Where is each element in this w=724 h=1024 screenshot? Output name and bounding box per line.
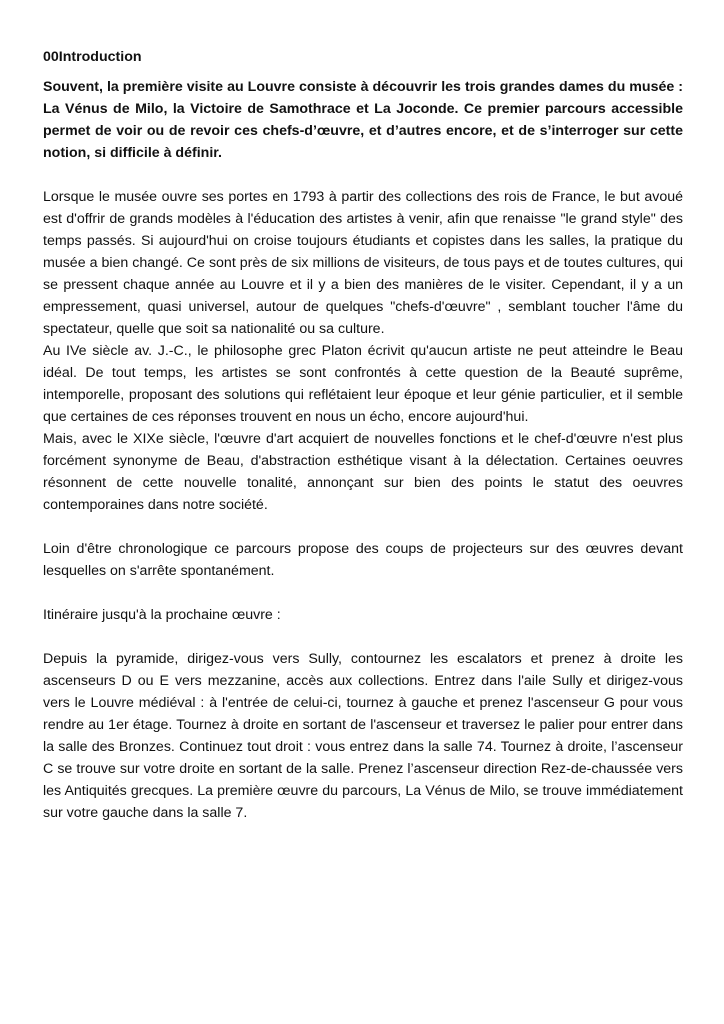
paragraph-platon: Au IVe siècle av. J.-C., le philosophe grec Platon écrivit qu'aucun artiste ne peut atteindre le Beau idéal. De tout temps, les artistes se sont confrontés à cette question de la Beauté suprême, intemporelle, proposant des solutions qui reflétaient leur époque et leur génie particulier, et il semble que certaines de ces réponses trouvent en nous un écho, encore aujourd'hui. <box>43 343 683 425</box>
itinerary-directions: Depuis la pyramide, dirigez-vous vers Sully, contournez les escalators et prenez à droite les ascenseurs D ou E vers mezzanine, accès aux collections. Entrez dans l'aile Sully et dirigez-vous vers le Louvre médiéval : à l'entrée de celui-ci, tournez à gauche et prenez l'ascenseur G pour vous rendre au 1er étage. Tournez à droite en sortant de l'ascenseur et traversez le palier pour entrer dans la salle des Bronzes. Continuez tout droit : vous entrez dans la salle 74. Tournez à droite, l’ascenseur C se trouve sur votre droite en sortant de la salle. Prenez l’ascenseur direction Rez-de-chaussée vers les Antiquités grecques. La première œuvre du parcours, La Vénus de Milo, se trouve immédiatement sur votre gauche dans la salle 7. <box>43 651 683 821</box>
document-heading: 00Introduction <box>43 49 142 65</box>
paragraph-parcours: Loin d'être chronologique ce parcours propose des coups de projecteurs sur des œuvres devant lesquelles on s'arrête spontanément. <box>43 541 683 579</box>
document-page <box>43 46 683 824</box>
paragraph-history: Lorsque le musée ouvre ses portes en 1793 à partir des collections des rois de France, le but avoué est d'offrir de grands modèles à l'éducation des artistes à venir, afin que renaisse "le grand style" des temps passés. Si aujourd'hui on croise toujours étudiants et copistes dans les salles, la pratique du musée a bien changé. Ce sont près de six millions de visiteurs, de tous pays et de toutes cultures, qui se pressent chaque année au Louvre et il y a bien des manières de le visiter. Cependant, il y a un empressement, quasi universel, autour de quelques "chefs-d'œuvre" , semblant toucher l'âme du spectateur, quelle que soit sa nationalité ou sa culture. <box>43 189 683 337</box>
itinerary-label: Itinéraire jusqu'à la prochaine œuvre : <box>43 607 281 623</box>
paragraph-xixe: Mais, avec le XIXe siècle, l'œuvre d'art acquiert de nouvelles fonctions et le chef-d'œuvre n'est plus forcément synonyme de Beau, d'abstraction esthétique visant à la délectation. Certaines oeuvres résonnent de cette nouvelle tonalité, annonçant sur bien des points le statut des oeuvres contemporaines dans notre société. <box>43 431 683 513</box>
intro-paragraph: Souvent, la première visite au Louvre consiste à découvrir les trois grandes dames du musée : La Vénus de Milo, la Victoire de Samothrace et La Joconde. Ce premier parcours accessible permet de voir ou de revoir ces chefs-d’œuvre, et d’autres encore, et de s’interroger sur cette notion, si difficile à définir. <box>43 79 683 161</box>
